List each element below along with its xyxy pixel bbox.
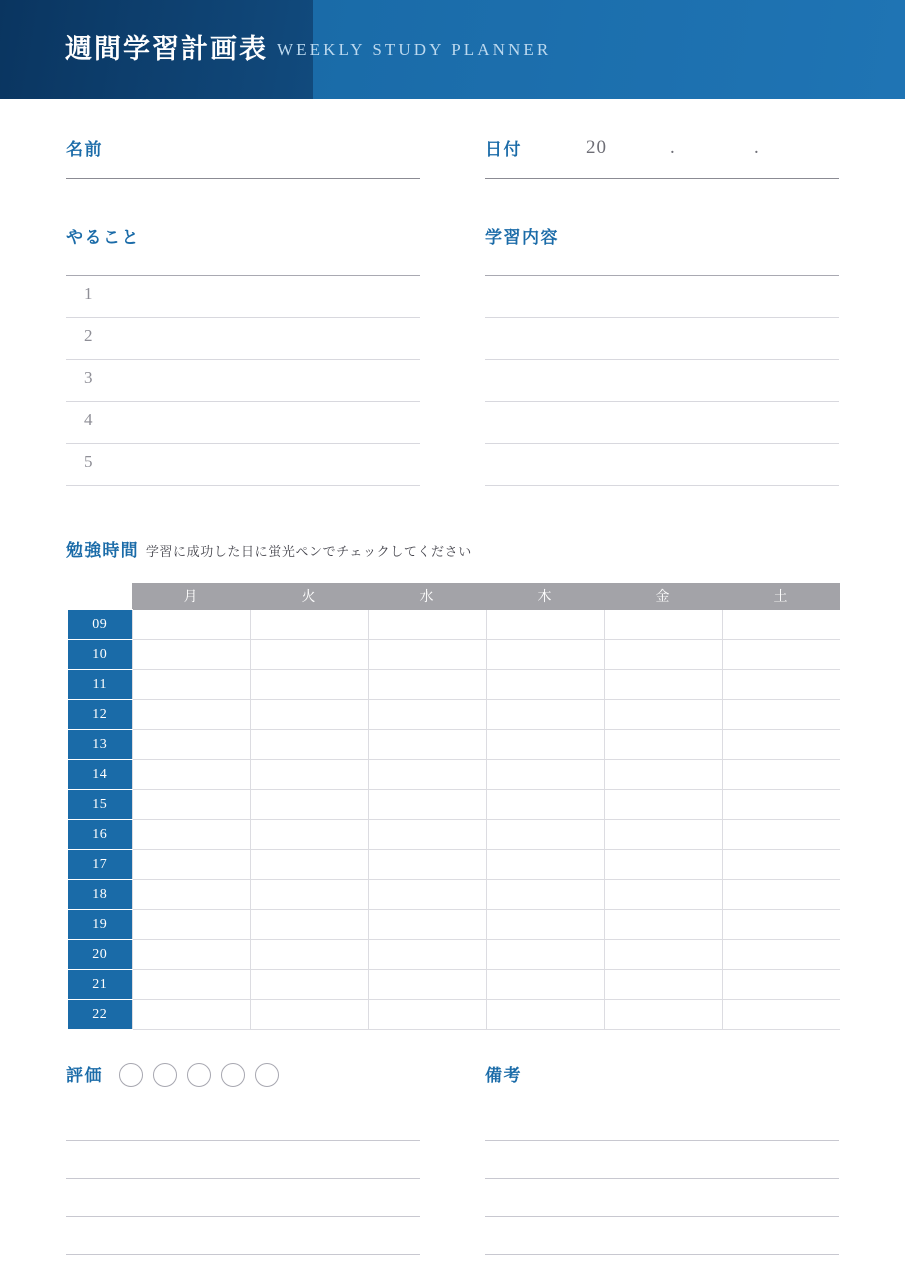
date-field-block [485, 134, 839, 180]
hour-label-cell: 19 [68, 910, 132, 940]
schedule-slot[interactable] [250, 790, 368, 820]
schedule-slot[interactable] [722, 760, 840, 790]
table-row [68, 760, 840, 790]
schedule-slot[interactable] [132, 1000, 250, 1030]
schedule-slot[interactable] [368, 850, 486, 880]
evaluation-rating-group [119, 1063, 279, 1087]
write-line-row[interactable] [485, 1141, 839, 1179]
schedule-slot[interactable] [722, 850, 840, 880]
write-line-row[interactable] [66, 1141, 420, 1179]
schedule-slot[interactable] [250, 700, 368, 730]
table-row [68, 940, 840, 970]
schedule-slot[interactable] [132, 910, 250, 940]
schedule-slot[interactable] [132, 760, 250, 790]
schedule-title: 勉強時間 [66, 541, 139, 560]
todo-row-number: 5 [84, 452, 93, 471]
schedule-slot[interactable] [132, 790, 250, 820]
table-header-row [68, 583, 840, 610]
table-row [68, 610, 840, 640]
hour-label-cell: 22 [68, 1000, 132, 1030]
header-banner [0, 0, 905, 99]
day-header-thu: 木 [486, 583, 604, 610]
todo-rows [66, 276, 420, 486]
table-corner-cell [68, 583, 132, 610]
page-title-english: WEEKLY STUDY PLANNER [277, 40, 552, 59]
hour-label-cell: 12 [68, 700, 132, 730]
list-item[interactable] [66, 402, 420, 444]
schedule-slot[interactable] [604, 880, 722, 910]
schedule-slot[interactable] [486, 790, 604, 820]
list-item[interactable] [485, 444, 839, 486]
hour-label-cell: 17 [68, 850, 132, 880]
schedule-slot[interactable] [722, 880, 840, 910]
list-item[interactable] [485, 360, 839, 402]
day-header-fri: 金 [604, 583, 722, 610]
schedule-slot[interactable] [486, 820, 604, 850]
study-content-rows [485, 276, 839, 486]
table-row [68, 880, 840, 910]
table-row [68, 820, 840, 850]
schedule-slot[interactable] [604, 850, 722, 880]
schedule-slot[interactable] [132, 940, 250, 970]
schedule-slot[interactable] [250, 850, 368, 880]
rating-circle[interactable] [119, 1063, 143, 1087]
schedule-slot[interactable] [368, 880, 486, 910]
schedule-slot[interactable] [250, 730, 368, 760]
schedule-slot[interactable] [486, 880, 604, 910]
schedule-slot[interactable] [250, 820, 368, 850]
schedule-slot[interactable] [250, 880, 368, 910]
schedule-slot[interactable] [486, 850, 604, 880]
write-line-row[interactable] [66, 1217, 420, 1255]
hour-label-cell: 20 [68, 940, 132, 970]
table-row [68, 910, 840, 940]
schedule-slot[interactable] [132, 610, 250, 640]
schedule-slot[interactable] [250, 940, 368, 970]
name-label: 名前 [66, 140, 103, 159]
list-item[interactable] [66, 318, 420, 360]
hour-label-cell: 16 [68, 820, 132, 850]
todo-row-number: 2 [84, 326, 93, 345]
schedule-slot[interactable] [604, 730, 722, 760]
schedule-slot[interactable] [368, 760, 486, 790]
study-content-label: 学習内容 [485, 228, 559, 247]
hour-label-cell: 21 [68, 970, 132, 1000]
schedule-slot[interactable] [250, 1000, 368, 1030]
schedule-slot[interactable] [132, 670, 250, 700]
schedule-slot[interactable] [604, 610, 722, 640]
schedule-slot[interactable] [368, 970, 486, 1000]
table-row [68, 670, 840, 700]
todo-row-number: 4 [84, 410, 93, 429]
todo-row-number: 3 [84, 368, 93, 387]
schedule-heading [66, 536, 472, 561]
schedule-slot[interactable] [604, 940, 722, 970]
evaluation-label: 評価 [66, 1066, 103, 1085]
schedule-slot[interactable] [368, 700, 486, 730]
remarks-label: 備考 [485, 1066, 522, 1085]
schedule-slot[interactable] [368, 640, 486, 670]
schedule-slot[interactable] [486, 640, 604, 670]
table-row [68, 1000, 840, 1030]
schedule-slot[interactable] [132, 970, 250, 1000]
schedule-slot[interactable] [486, 1000, 604, 1030]
write-line-row[interactable] [485, 1179, 839, 1217]
name-write-line[interactable] [66, 178, 420, 179]
date-separator-month-day: . [754, 137, 759, 158]
table-row [68, 790, 840, 820]
schedule-slot[interactable] [604, 790, 722, 820]
list-item[interactable] [485, 318, 839, 360]
schedule-slot[interactable] [722, 940, 840, 970]
schedule-slot[interactable] [486, 910, 604, 940]
schedule-slot[interactable] [604, 640, 722, 670]
table-row [68, 730, 840, 760]
schedule-slot[interactable] [250, 610, 368, 640]
schedule-slot[interactable] [250, 910, 368, 940]
table-row [68, 850, 840, 880]
hour-label-cell: 13 [68, 730, 132, 760]
schedule-slot[interactable] [722, 970, 840, 1000]
schedule-slot[interactable] [722, 910, 840, 940]
day-header-wed: 水 [368, 583, 486, 610]
date-separator-year-month: . [670, 137, 675, 158]
schedule-slot[interactable] [486, 730, 604, 760]
schedule-slot[interactable] [486, 670, 604, 700]
schedule-slot[interactable] [604, 910, 722, 940]
hour-label-cell: 09 [68, 610, 132, 640]
schedule-slot[interactable] [368, 610, 486, 640]
day-header-tue: 火 [250, 583, 368, 610]
rating-circle[interactable] [153, 1063, 177, 1087]
schedule-slot[interactable] [368, 730, 486, 760]
schedule-slot[interactable] [722, 700, 840, 730]
list-item[interactable] [66, 276, 420, 318]
schedule-slot[interactable] [604, 970, 722, 1000]
schedule-slot[interactable] [132, 700, 250, 730]
todo-row-number: 1 [84, 284, 93, 303]
day-header-mon: 月 [132, 583, 250, 610]
page-title-japanese: 週間学習計画表 [65, 34, 268, 64]
schedule-slot[interactable] [486, 970, 604, 1000]
todo-label: やること [66, 228, 140, 247]
date-label: 日付 [485, 140, 522, 159]
schedule-slot[interactable] [132, 640, 250, 670]
schedule-slot[interactable] [604, 700, 722, 730]
rating-circle[interactable] [221, 1063, 245, 1087]
schedule-slot[interactable] [486, 940, 604, 970]
schedule-slot[interactable] [604, 670, 722, 700]
schedule-slot[interactable] [722, 820, 840, 850]
write-line-row[interactable] [485, 1217, 839, 1255]
schedule-slot[interactable] [722, 670, 840, 700]
schedule-slot[interactable] [250, 760, 368, 790]
schedule-slot[interactable] [368, 910, 486, 940]
schedule-slot[interactable] [722, 640, 840, 670]
hour-label-cell: 10 [68, 640, 132, 670]
schedule-slot[interactable] [250, 670, 368, 700]
schedule-note: 学習に成功した日に蛍光ペンでチェックしてください [145, 544, 472, 559]
schedule-slot[interactable] [486, 610, 604, 640]
date-write-line[interactable] [485, 178, 839, 179]
schedule-slot[interactable] [722, 730, 840, 760]
schedule-slot[interactable] [132, 730, 250, 760]
schedule-slot[interactable] [132, 850, 250, 880]
name-field-block [66, 134, 420, 180]
table-row [68, 970, 840, 1000]
schedule-slot[interactable] [368, 790, 486, 820]
date-century-prefix: 20 [586, 137, 607, 158]
schedule-slot[interactable] [368, 670, 486, 700]
table-row [68, 700, 840, 730]
write-line-row[interactable] [66, 1179, 420, 1217]
rating-circle[interactable] [255, 1063, 279, 1087]
schedule-slot[interactable] [368, 820, 486, 850]
list-item[interactable] [66, 360, 420, 402]
schedule-slot[interactable] [132, 880, 250, 910]
remarks-rows [485, 1103, 839, 1255]
hour-label-cell: 18 [68, 880, 132, 910]
schedule-slot[interactable] [132, 820, 250, 850]
schedule-slot[interactable] [722, 790, 840, 820]
schedule-slot[interactable] [722, 1000, 840, 1030]
schedule-slot[interactable] [368, 1000, 486, 1030]
study-time-table [68, 583, 840, 1022]
schedule-slot[interactable] [250, 970, 368, 1000]
hour-label-cell: 14 [68, 760, 132, 790]
schedule-slot[interactable] [368, 940, 486, 970]
hour-label-cell: 15 [68, 790, 132, 820]
rating-circle[interactable] [187, 1063, 211, 1087]
schedule-slot[interactable] [722, 610, 840, 640]
list-item[interactable] [485, 402, 839, 444]
evaluation-rows [66, 1103, 420, 1255]
day-header-sat: 土 [722, 583, 840, 610]
list-item[interactable] [485, 276, 839, 318]
schedule-slot[interactable] [604, 760, 722, 790]
schedule-slot[interactable] [486, 700, 604, 730]
write-line-row[interactable] [66, 1103, 420, 1141]
hour-label-cell: 11 [68, 670, 132, 700]
list-item[interactable] [66, 444, 420, 486]
table-row [68, 640, 840, 670]
write-line-row[interactable] [485, 1103, 839, 1141]
schedule-slot[interactable] [486, 760, 604, 790]
schedule-slot[interactable] [604, 820, 722, 850]
schedule-slot[interactable] [250, 640, 368, 670]
schedule-slot[interactable] [604, 1000, 722, 1030]
